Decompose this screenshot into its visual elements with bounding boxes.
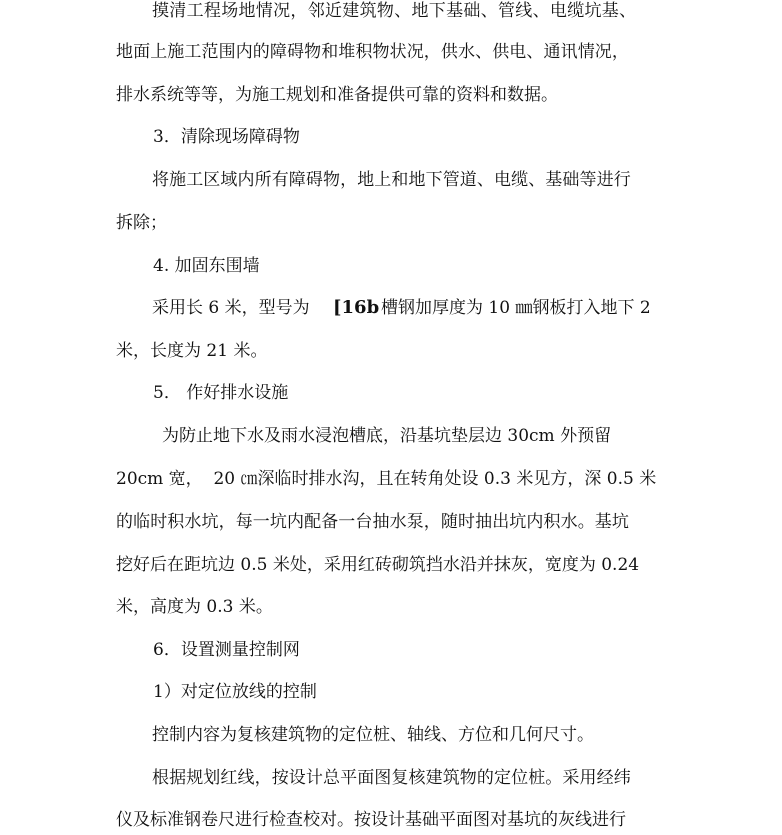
para-plan-line-2	[0, 805, 782, 835]
text: 20cm 宽， 20 ㎝深临时排水沟，且在转角处设 0.3 米见方，深 0.5 米	[116, 469, 657, 489]
para-drain-line-3	[0, 507, 782, 537]
text: 挖好后在距坑边 0.5 米处，采用红砖砌筑挡水沿并抹灰，宽度为 0.24	[116, 555, 640, 575]
para-clear-line-2	[0, 208, 782, 238]
channel-steel-model: [16b	[333, 297, 380, 318]
text-part-b: 槽钢加厚度为 10 ㎜钢板打入地下 2	[381, 298, 651, 318]
para-survey-line-3	[0, 80, 782, 110]
para-drain-line-1	[0, 421, 782, 451]
para-drain-line-2	[0, 464, 782, 494]
para-drain-line-5	[0, 592, 782, 622]
text: 地面上施工范围内的障碍物和堆积物状况，供水、供电、通讯情况，	[116, 42, 629, 62]
text: 将施工区域内所有障碍物，地上和地下管道、电缆、基础等进行	[152, 170, 631, 190]
para-wall-line-2	[0, 336, 782, 366]
text: 排水系统等等，为施工规划和准备提供可靠的资料和数据。	[116, 85, 558, 105]
subheading-1	[0, 677, 782, 707]
heading-4	[0, 251, 782, 281]
text: 仪及标准钢卷尺进行检查校对。按设计基础平面图对基坑的灰线进行	[116, 810, 626, 830]
para-survey-line-1	[0, 0, 782, 26]
para-drain-line-4	[0, 550, 782, 580]
heading-text: 5． 作好排水设施	[153, 383, 289, 403]
text-part-a: 采用长 6 米，型号为	[152, 298, 310, 318]
text: 米，高度为 0.3 米。	[116, 597, 273, 617]
text: 根据规划红线，按设计总平面图复核建筑物的定位桩。采用经纬	[152, 768, 631, 788]
para-wall-line-1	[0, 293, 782, 323]
heading-5	[0, 378, 782, 408]
heading-text: 6．设置测量控制网	[153, 640, 300, 660]
heading-6	[0, 635, 782, 665]
para-clear-line-1	[0, 165, 782, 195]
text: 米，长度为 21 米。	[116, 341, 268, 361]
heading-text: 4. 加固东围墙	[153, 256, 260, 276]
para-plan-line-1	[0, 763, 782, 793]
heading-text: 3．清除现场障碍物	[153, 127, 300, 147]
heading-3	[0, 122, 782, 152]
para-control	[0, 720, 782, 750]
text: 摸清工程场地情况，邻近建筑物、地下基础、管线、电缆坑基、	[152, 1, 637, 21]
subheading-text: 1）对定位放线的控制	[153, 682, 317, 702]
text: 为防止地下水及雨水浸泡槽底，沿基坑垫层边 30cm 外预留	[162, 426, 612, 446]
para-survey-line-2	[0, 37, 782, 67]
text: 的临时积水坑，每一坑内配备一台抽水泵，随时抽出坑内积水。基坑	[116, 512, 629, 532]
text: 拆除；	[116, 213, 167, 233]
text: 控制内容为复核建筑物的定位桩、轴线、方位和几何尺寸。	[152, 725, 594, 745]
